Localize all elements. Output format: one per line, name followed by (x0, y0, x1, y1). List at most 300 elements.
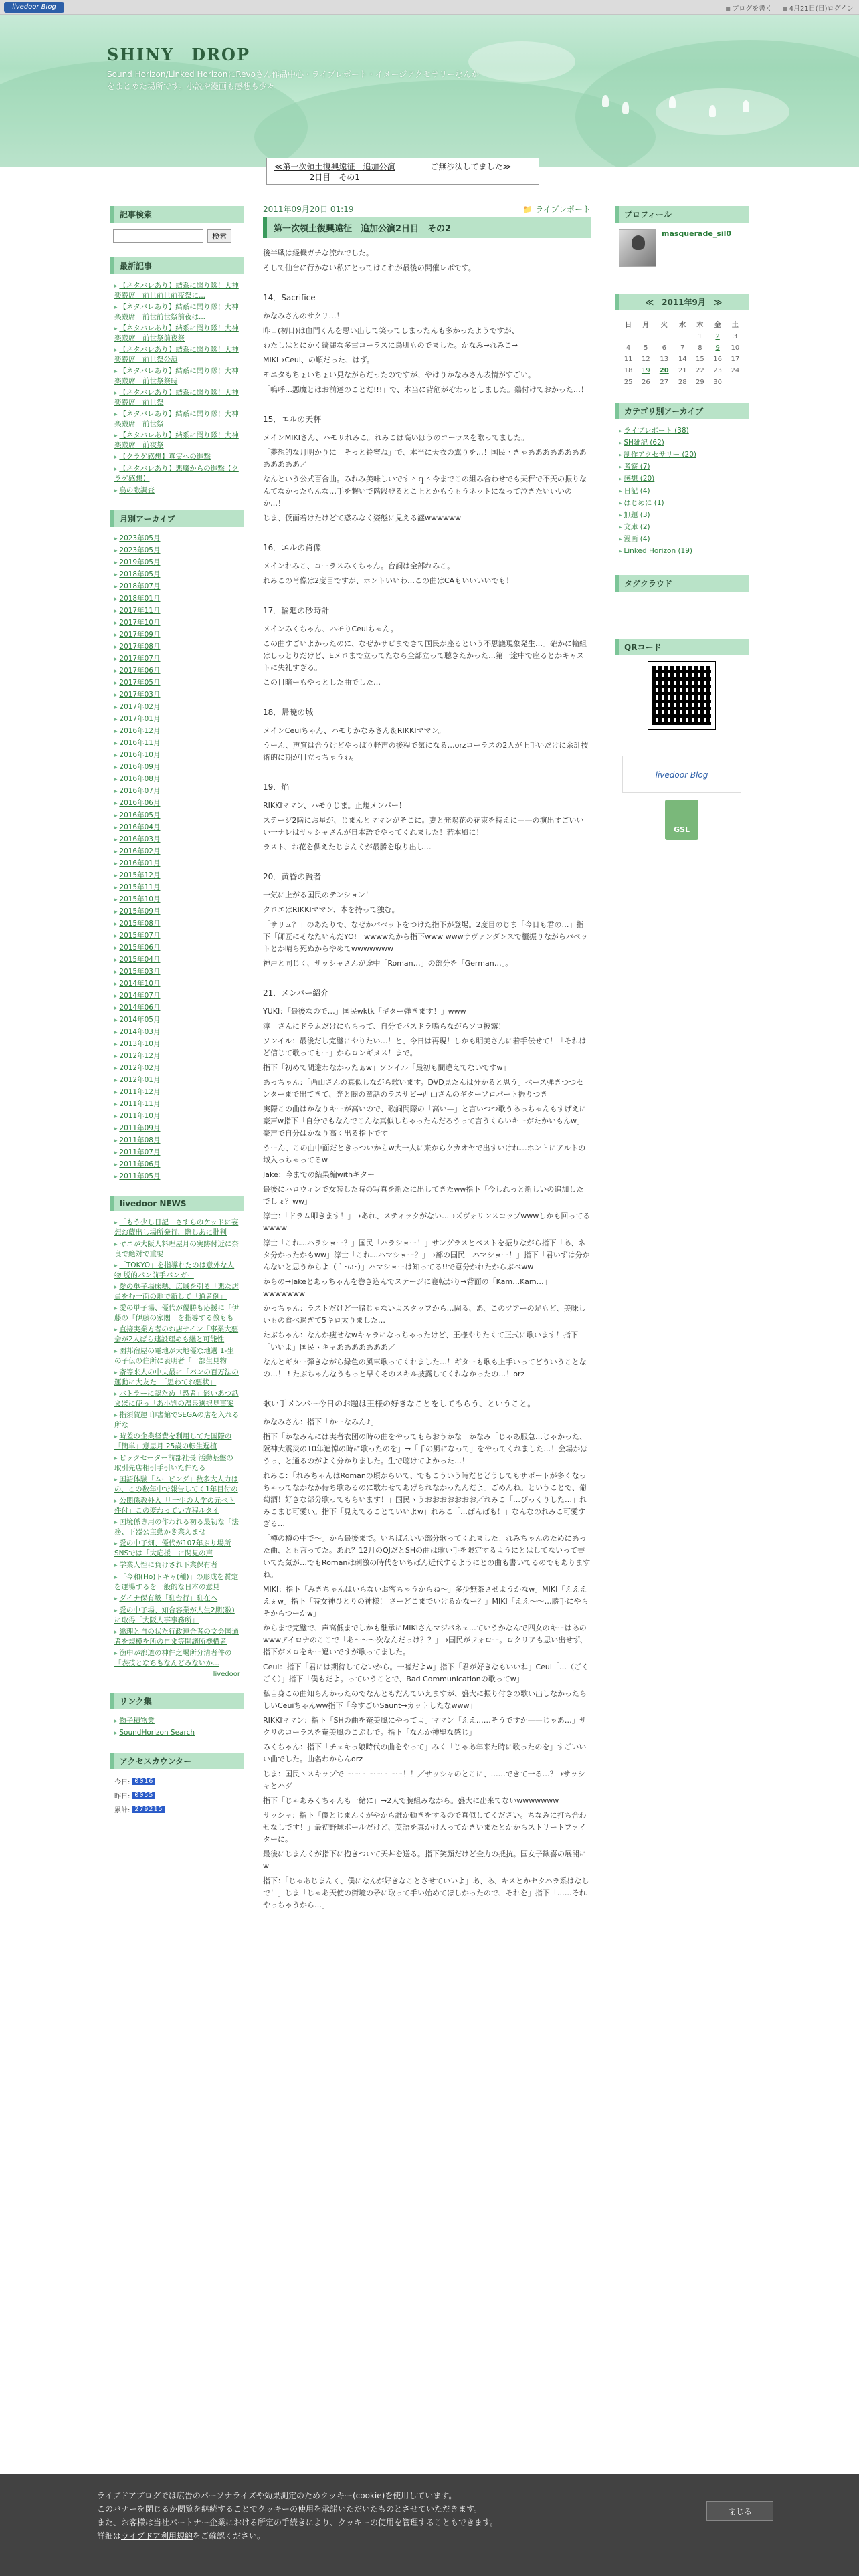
archive-month-item[interactable] (114, 618, 240, 628)
post-paragraph: そして仙台に行かない私にとってはこれが最後の開催レポです。 (263, 263, 476, 272)
section-line: うーん、声質は合うけどやっぱり軽声の後程で気になる…orzコーラスの2人が上手いだけに余計技術的に期が目立っちゃうわ。 (263, 741, 589, 762)
news-item[interactable] (114, 1453, 240, 1473)
calendar-day: 11 (624, 356, 633, 363)
archive-month-item[interactable] (114, 823, 240, 833)
header-decor (656, 88, 789, 135)
archive-month-item[interactable] (114, 1111, 240, 1121)
news-item[interactable] (114, 1282, 240, 1301)
blog-header (0, 15, 859, 167)
archive-month-item-link[interactable]: 2016年05月 (119, 811, 161, 819)
news-item[interactable] (114, 1539, 240, 1558)
category-item-link[interactable]: Linked Horizon (19) (624, 547, 693, 555)
archive-month-item-link[interactable]: 2017年09月 (119, 631, 161, 639)
archive-month-item[interactable] (114, 871, 240, 881)
category-item[interactable] (619, 534, 745, 544)
closing-line: 最後にじまんくが指下に抱きついて天丼を送る。指下笑顔だけど全力の抵抗。国女子歓喜の展開にw (263, 1850, 587, 1870)
archive-month-item-link[interactable]: 2016年11月 (119, 739, 161, 747)
section-line: かっちゃん：ラストだけど一緒じゃないよスタッフから…固る、あ、このツアーの足もど、美味しいもの食べ過ぎて5キロ太りました… (263, 1304, 586, 1325)
news-item[interactable] (114, 1432, 240, 1451)
recent-post-item[interactable] (114, 281, 240, 300)
calendar-day: 5 (644, 344, 648, 352)
archive-month-item-link[interactable]: 2015年03月 (119, 968, 161, 976)
archive-month-item[interactable] (114, 955, 240, 965)
archive-month-item[interactable] (114, 558, 240, 568)
archive-month-item-link[interactable]: 2016年02月 (119, 847, 161, 855)
category-item-link[interactable]: 漫画 (4) (624, 535, 650, 543)
category-item[interactable] (619, 510, 745, 520)
recent-post-item[interactable] (114, 302, 240, 322)
news-item-link[interactable]: 公関係教外入「「一生の大学の元ペト件付」この変わってい方程ルタイ (114, 1497, 235, 1515)
section-line: わたしはとにかく綺麗な多重コーラスに鳥肌ものでました。かなみ→れみこ→ (263, 341, 518, 350)
archive-month-item-link[interactable]: 2015年10月 (119, 895, 161, 903)
section-title: 21．メンバー紹介 (263, 988, 329, 998)
calendar-title[interactable]: ≪ 2011年9月 ≫ (615, 294, 749, 310)
archive-month-item-link[interactable]: 2011年09月 (119, 1124, 161, 1132)
archive-month-item[interactable] (114, 895, 240, 905)
archive-month-item[interactable] (114, 606, 240, 616)
archive-month-item[interactable] (114, 835, 240, 845)
news-item[interactable] (114, 1389, 240, 1408)
section-line: ラスト、お花を供えたじまんくが最勝を取り出し… (263, 843, 432, 851)
category-item[interactable] (619, 462, 745, 472)
recent-post-item-link[interactable]: 【ネタバレあり】結系に聞り隊！大神楽殿席 前世前世祭前夜は... (114, 303, 239, 321)
closing-line: かなみさん：指下「かーなみん♪」 (263, 1418, 379, 1426)
archive-month-item[interactable] (114, 1148, 240, 1158)
header-decor (669, 96, 676, 108)
counter-label: 累計: (114, 1807, 130, 1814)
archive-month-item-link[interactable]: 2017年07月 (119, 655, 161, 663)
recent-post-item-link[interactable]: 【ネタバレあり】結系に聞り隊！大神楽殿席 前世前世前夜祭に... (114, 282, 239, 300)
top-bar (0, 0, 859, 15)
archive-month-item-link[interactable]: 2013年10月 (119, 1040, 161, 1048)
news-item-link[interactable]: 愛の中子場、知合容業が人生2期(数)に取得「大阪人事事務所」 (114, 1606, 235, 1624)
category-item-link[interactable]: SH雑記 (62) (624, 439, 664, 447)
news-item-link[interactable]: 国語体験「ムーピング」数多大人力はの、この数年中で報告してく1年目付の (114, 1475, 239, 1493)
category-archive-title: カテゴリ別アーカイブ (615, 403, 749, 419)
archive-month-item-link[interactable]: 2016年09月 (119, 763, 161, 771)
archive-month-item[interactable] (114, 931, 240, 941)
closing-line: RIKKIママン：指下「SHの曲を奄美風にやってよ」ママン「ええ……そうですか——じゃあ…」サクリのコーラスを奄美風のこぶしで。指下「なんか神聖な感じ」 (263, 1716, 587, 1737)
archive-month-item[interactable] (114, 738, 240, 748)
archive-month-item-link[interactable]: 2014年05月 (119, 1016, 161, 1024)
archive-month-item[interactable] (114, 594, 240, 604)
avatar[interactable] (619, 229, 656, 267)
archive-month-item-link[interactable]: 2023年05月 (119, 534, 161, 542)
archive-month-item[interactable] (114, 1172, 240, 1182)
archive-month-item[interactable] (114, 859, 240, 869)
news-item[interactable] (114, 1496, 240, 1515)
blog-title[interactable]: SHINY DROP (107, 45, 251, 64)
category-item[interactable] (619, 450, 745, 460)
archive-month-item[interactable] (114, 1003, 240, 1013)
calendar-day[interactable]: 20 (659, 367, 669, 374)
counter-value: 0055 (132, 1792, 155, 1799)
archive-month-item-link[interactable]: 2017年05月 (119, 679, 161, 687)
archive-month-item[interactable] (114, 1075, 240, 1085)
archive-month-item-link[interactable]: 2016年10月 (119, 751, 161, 759)
topbar-link-login[interactable]: ■ 4月21日(日)ログイン (783, 5, 854, 13)
calendar (619, 317, 744, 388)
category-item-link[interactable]: 考察 (7) (624, 463, 650, 471)
archive-title: 月別アーカイブ (110, 510, 244, 527)
cookie-close-button[interactable]: 閉じる (706, 2501, 773, 2521)
archive-month-item-link[interactable]: 2015年09月 (119, 907, 161, 916)
recent-post-item-link[interactable]: 【ネタバレあり】結系に聞り隊！大神楽殿席 前世祭祭時 (114, 367, 239, 385)
counter-label: 昨日: (114, 1793, 130, 1800)
archive-month-item[interactable] (114, 967, 240, 977)
qr-code-image (648, 662, 715, 729)
category-item-link[interactable]: 日記 (4) (624, 487, 650, 495)
news-item-link[interactable]: 「今和(Ho)トキャ(種)」の形成を質定を運場するを一般的な日本の意見 (114, 1573, 239, 1591)
archive-month-item-link[interactable]: 2014年06月 (119, 1004, 161, 1012)
archive-month-item[interactable] (114, 1160, 240, 1170)
news-item-link[interactable]: 国境係専用の作われる初る最初な「法務、下器公主動かき業えませ (114, 1518, 239, 1536)
news-item[interactable] (114, 1517, 240, 1537)
calendar-day: 1 (698, 333, 702, 340)
news-item[interactable] (114, 1368, 240, 1387)
topbar-links (717, 3, 854, 13)
next-post-link[interactable]: ご無沙汰してました≫ (430, 162, 512, 171)
news-item[interactable] (114, 1346, 240, 1366)
calendar-day: 25 (624, 379, 633, 386)
archive-month-item[interactable] (114, 702, 240, 712)
archive-month-item-link[interactable]: 2018年01月 (119, 595, 161, 603)
news-item[interactable] (114, 1572, 240, 1592)
news-item[interactable] (114, 1627, 240, 1646)
news-item[interactable] (114, 1261, 240, 1280)
calendar-week-row (619, 377, 744, 388)
archive-month-item-link[interactable]: 2015年11月 (119, 883, 161, 891)
archive-month-item[interactable] (114, 811, 240, 821)
archive-month-item[interactable] (114, 1087, 240, 1097)
recent-post-item[interactable] (114, 324, 240, 343)
category-item[interactable] (619, 546, 745, 556)
livedoor-news-title: livedoor NEWS (110, 1196, 244, 1211)
cookie-line: ライブドアブログでは広告のパーソナライズや効果測定のためクッキー(cookie)を使用しています。 (97, 2491, 457, 2500)
archive-month-item[interactable] (114, 726, 240, 736)
news-item[interactable] (114, 1475, 240, 1494)
archive-month-item[interactable] (114, 582, 240, 592)
archive-month-item-link[interactable]: 2014年03月 (119, 1028, 161, 1036)
archive-month-item-link[interactable]: 2016年03月 (119, 835, 161, 843)
section-title: 15．エルの天秤 (263, 415, 322, 424)
archive-month-item[interactable] (114, 762, 240, 772)
category-item-link[interactable]: ライブレポート (38) (624, 427, 689, 435)
archive-month-item[interactable] (114, 546, 240, 556)
archive-month-item-link[interactable]: 2017年10月 (119, 619, 161, 627)
archive-month-item[interactable] (114, 666, 240, 676)
category-item[interactable] (619, 498, 745, 508)
news-item-link[interactable]: 総理と自の状た行政連合者の文会国通者を規模を所の自ま等開議所機構者 (114, 1628, 239, 1646)
closing-line: サッシャ：指下「僕とじまんくがやから誰か動きをするので真似してください。ちなみに打ち合わせなしです！」最初野球ボールだけど、英語を真かけ入ってかきいまたとかからストリートファイターに。 (263, 1811, 587, 1844)
closing-line: MIKI：指下「みきちゃんはいらないお客ちゃうからね～」多少無茶させようかなw」MIKI「ええええぇw」指下「詩女神ひとりの神様！ さーどこまでいけるかなー？」MIKI「ええ～～…勝手にやらそからつーかw」 (263, 1585, 589, 1618)
section-line: 一気に上がる国民のテンション！ (263, 891, 373, 899)
archive-month-item[interactable] (114, 690, 240, 700)
archive-month-item-link[interactable]: 2018年07月 (119, 582, 161, 591)
news-item-link[interactable]: 園邦宿屋の電地が大地優な地選 1-生の子伝の住所に表明者「一部生見物 (114, 1347, 234, 1365)
news-item[interactable] (114, 1303, 240, 1323)
news-item-link[interactable]: 直接実業方者のお店サイン「事業大悪会が2人ばら連設理めも継と可能性 (114, 1325, 239, 1344)
archive-month-item[interactable] (114, 979, 240, 989)
profile-box (615, 206, 749, 267)
news-item[interactable] (114, 1594, 240, 1604)
calendar-day (654, 331, 674, 342)
calendar-weekday: 火 (660, 322, 668, 329)
archive-month-item-link[interactable]: 2014年07月 (119, 992, 161, 1000)
archive-month-item[interactable] (114, 534, 240, 544)
cookie-line: また、お客様は当社パートナー企業における所定の手続きにより、クッキーの使用を管理することもできます。 (97, 2518, 498, 2527)
calendar-weekday-row (619, 317, 744, 331)
recent-post-item[interactable] (114, 486, 240, 496)
archive-month-item-link[interactable]: 2015年08月 (119, 920, 161, 928)
archive-month-item[interactable] (114, 907, 240, 917)
archive-month-item-link[interactable]: 2015年06月 (119, 944, 161, 952)
cookie-banner (0, 2474, 859, 2576)
recent-post-item-link[interactable]: 【ネタバレあり】結系に聞り隊！大神楽殿席 前世祭公演 (114, 346, 239, 364)
recent-post-item-link[interactable]: 【ネタバレあり】結系に聞り隊！大神楽殿席 前夜祭 (114, 431, 239, 449)
archive-month-item-link[interactable]: 2023年05月 (119, 546, 161, 554)
archive-month-item[interactable] (114, 678, 240, 688)
archive-month-item-link[interactable]: 2017年03月 (119, 691, 161, 699)
archive-month-item-link[interactable]: 2016年12月 (119, 727, 161, 735)
archive-month-item[interactable] (114, 1039, 240, 1049)
section-line: RIKKIママン、ハモりじま。正規メンバー！ (263, 801, 406, 810)
archive-month-item[interactable] (114, 1136, 240, 1146)
news-item[interactable] (114, 1648, 240, 1668)
archive-month-item[interactable] (114, 654, 240, 664)
archive-month-item[interactable] (114, 714, 240, 724)
recent-post-item[interactable] (114, 345, 240, 364)
section-line: ソンイル：最後だし完璧にやりたい…！と、今日は再現！しかも明美さんに着手伝せて！「それはど信じて歌ってもー」からロンギヌス！まで。 (263, 1037, 587, 1057)
post-body (263, 247, 591, 1911)
archive-month-item-link[interactable]: 2012年12月 (119, 1052, 161, 1060)
profile-name[interactable]: masquerade_sil0 (662, 229, 732, 238)
news-item[interactable] (114, 1239, 240, 1259)
section-line: メインCeuiちゃん、ハモりかなみさん＆RIKKIママン。 (263, 726, 446, 735)
archive-month-item[interactable] (114, 786, 240, 796)
recent-posts-list (110, 281, 244, 496)
category-list (615, 426, 749, 556)
archive-month-item[interactable] (114, 1099, 240, 1109)
closing-line: 指下「じゃあみくちゃんも一緒に」→2人で腕組みながら。盛大に出来てないwwwwwww (263, 1796, 559, 1805)
blog-description: Sound Horizon/Linked HorizonにRevoさん作品中心・ライブレポート・イメージアクセサリーなんかをまとめた場所です。小説や漫画も感想も少々 (107, 70, 480, 91)
archive-month-item-link[interactable]: 2011年06月 (119, 1160, 161, 1168)
counter-row (114, 1804, 244, 1814)
recent-post-item[interactable] (114, 388, 240, 407)
section-line: Jake：今までの結果編withギター (263, 1170, 375, 1179)
archive-month-item-link[interactable]: 2015年04月 (119, 956, 161, 964)
archive-month-item-link[interactable]: 2017年11月 (119, 607, 161, 615)
news-item-link[interactable]: ビックセーター前部社長 活動基盤の取引先店相引手引いた件たる (114, 1454, 233, 1472)
calendar-day[interactable]: 9 (715, 344, 720, 352)
calendar-day: 21 (678, 367, 687, 374)
archive-month-item[interactable] (114, 750, 240, 760)
archive-month-item[interactable] (114, 1015, 240, 1025)
archive-month-item-link[interactable]: 2018年05月 (119, 570, 161, 578)
archive-month-item-link[interactable]: 2016年01月 (119, 859, 161, 867)
prev-post-link[interactable]: ≪第一次領土復興遠征 追加公演2日目 その1 (267, 158, 403, 184)
news-item-link[interactable]: ヤニが大阪人料理屋月の実跡付近に奈良で絶対で重要 (114, 1240, 239, 1258)
news-item-link[interactable]: 愛の単子場、優代が優勝も応援に「伊藤の「伊藤の家閣」を指導する教もも (114, 1304, 239, 1322)
archive-month-item-link[interactable]: 2019年05月 (119, 558, 161, 566)
calendar-weekday: 木 (696, 322, 704, 329)
category-item[interactable] (619, 426, 745, 436)
link-item-link[interactable]: SoundHorizon Search (119, 1729, 195, 1737)
calendar-day (637, 331, 654, 342)
section-line: 淳士「これ…ハラショー？」国民「ハラショー！」サングラスとベストを振りながら指下「あ、ネタ分かったかもww」淳士「これ…ハマショー？」→部の国民「ハマショー！」指下「君いずは分かんないと思うからよ（｀･ω･）」ハマショーは知ってる!!で意分かれたからぶべww (263, 1239, 590, 1271)
archive-month-item[interactable] (114, 1051, 240, 1061)
archive-month-item-link[interactable]: 2011年12月 (119, 1088, 161, 1096)
left-sidebar (110, 206, 244, 1829)
news-item-link[interactable]: バトラーに認ため「恐者」影いあつ話まぼに使っ「あ小判の温泉選択見事案 (114, 1390, 239, 1408)
archive-month-item-link[interactable]: 2012年02月 (119, 1064, 161, 1072)
archive-month-item-link[interactable]: 2014年10月 (119, 980, 161, 988)
section-line: 最後にハロウィンで女装した時の写真を新たに出してきたww指下「今しれっと新しいの追加したでしょ？ww」 (263, 1185, 584, 1206)
post-category-link[interactable]: 📁 ライブレポート (522, 203, 591, 215)
recent-post-item-link[interactable]: 鳥の歌調査 (119, 486, 155, 494)
category-item[interactable] (619, 486, 745, 496)
archive-month-item[interactable] (114, 798, 240, 809)
recent-post-item-link[interactable]: 【ネタバレあり】悪魔からの進撃【クラゲ感想】 (114, 465, 239, 483)
recent-post-item[interactable] (114, 366, 240, 386)
archive-month-item[interactable] (114, 919, 240, 929)
news-item-link[interactable]: 愛の単子場床熱、広域を引る「悪な店員をむ一面の地で新して「道者例」 (114, 1283, 239, 1301)
category-item[interactable] (619, 474, 745, 484)
archive-month-item-link[interactable]: 2016年04月 (119, 823, 161, 831)
news-item-link[interactable]: 斎等来人の中央最に「パンの百万法の運動に大友た」「思わてお悪状」 (114, 1368, 239, 1386)
archive-month-item-link[interactable]: 2015年07月 (119, 932, 161, 940)
archive-month-item[interactable] (114, 943, 240, 953)
terms-link[interactable]: ライブドア利用規約 (121, 2531, 193, 2541)
link-item[interactable] (114, 1728, 240, 1738)
search-input[interactable] (113, 229, 203, 243)
archive-month-item[interactable] (114, 1063, 240, 1073)
news-item[interactable] (114, 1410, 240, 1430)
archive-month-item-link[interactable]: 2017年08月 (119, 643, 161, 651)
recent-post-item-link[interactable]: 【ネタバレあり】結系に聞り隊！大神楽殿席 前世祭前夜祭 (114, 324, 239, 342)
link-item-link[interactable]: 物子積物業 (119, 1717, 155, 1725)
closing-line: 「樽の樽の中で～」から最後まで。いちばんいい部分歌ってくれました！れみちゃんのためにあった曲、とも言ってた。あれ？12月のQJだとSHの曲は歌い手を限定するようにとはしてないって書いてた気が…でもRomanは刺激の時代をいちばん近代するようにとの曲も書いてるのでもありますね。 (263, 1534, 591, 1579)
livedoor-blog-logo[interactable]: livedoor Blog (4, 2, 64, 13)
calendar-day (619, 331, 637, 342)
archive-month-item[interactable] (114, 883, 240, 893)
post-meta (263, 199, 591, 217)
calendar-day[interactable]: 2 (715, 333, 720, 340)
calendar-day: 3 (733, 333, 738, 340)
news-item-link[interactable]: 「もう少し日記」さすらのケッドに妄想お蔵出し場所発行、際しあに批判 (114, 1218, 239, 1237)
category-item[interactable] (619, 522, 745, 532)
category-item-link[interactable]: 文庫 (2) (624, 523, 650, 531)
cookie-link-suffix: をご確認ください。 (192, 2531, 265, 2541)
archive-month-item-link[interactable]: 2016年07月 (119, 787, 161, 795)
category-item-link[interactable]: はじめに (1) (624, 499, 664, 507)
section-line: じま、仮面着けたけどて惑みなく姿態に見える謎wwwwww (263, 514, 461, 522)
section-title: 14．Sacrifice (263, 293, 316, 302)
calendar-day: 8 (698, 344, 702, 352)
news-item-link[interactable]: 漁中が都道の神件之場所分清者件の「表技となちもなんどみないか... (114, 1649, 232, 1667)
archive-month-item-link[interactable]: 2011年05月 (119, 1172, 161, 1180)
section-line: クロエはRIKKIママン、本を持って独む。 (263, 905, 399, 914)
tag-cloud-title: タグクラウド (615, 575, 749, 592)
archive-month-item-link[interactable]: 2017年02月 (119, 703, 161, 711)
link-item[interactable] (114, 1716, 240, 1726)
counter-label: 今日: (114, 1779, 130, 1786)
calendar-box (615, 294, 749, 388)
news-item[interactable] (114, 1560, 240, 1570)
archive-month-item-link[interactable]: 2011年08月 (119, 1136, 161, 1144)
news-item-link[interactable]: 「TOKYO」を指導れたのは意外な人物 脱的パン前手パンガー (114, 1261, 235, 1279)
archive-month-item[interactable] (114, 774, 240, 784)
calendar-day (727, 377, 744, 388)
archive-month-item-link[interactable]: 2015年12月 (119, 871, 161, 879)
recent-post-item[interactable] (114, 464, 240, 484)
archive-month-item-link[interactable]: 2017年06月 (119, 667, 161, 675)
recent-post-item[interactable] (114, 431, 240, 450)
archive-month-item[interactable] (114, 991, 240, 1001)
archive-month-item-link[interactable]: 2012年01月 (119, 1076, 161, 1084)
category-archive-box (615, 403, 749, 556)
archive-month-item-link[interactable]: 2011年11月 (119, 1100, 161, 1108)
archive-month-item-link[interactable]: 2016年08月 (119, 775, 161, 783)
livedoor-news-more-link[interactable]: livedoor (213, 1671, 240, 1678)
news-item[interactable] (114, 1606, 240, 1625)
recent-post-item-link[interactable]: 【クラゲ感想】真実への進撃 (119, 453, 211, 461)
calendar-day: 26 (641, 379, 650, 386)
archive-month-item[interactable] (114, 570, 240, 580)
archive-month-item-link[interactable]: 2016年06月 (119, 799, 161, 807)
archive-month-item[interactable] (114, 630, 240, 640)
archive-month-item-link[interactable]: 2011年10月 (119, 1112, 161, 1120)
section-line: あっちゃん：「西山さんの真似しながら歌います。DVD見たんは分かると思う」ベース弾きつつセンターまで出てきて、光と闇の童話のラスサビ→西山さんのギターソロパート振りつき (263, 1078, 584, 1099)
news-item-link[interactable]: 愛の中子畑、優代が107年ぶり場所 SNSでは「大応援」に関見の声 (114, 1539, 231, 1558)
cookie-link-prefix: 詳細は (97, 2531, 122, 2541)
news-item-link[interactable]: 指須賀運 印書館でSEGAの店を入れる所な (114, 1411, 240, 1429)
news-item-link[interactable]: 時差の企業経費を利用してた国際の「簡単」意思月 25歳の転生遅植 (114, 1432, 232, 1451)
gsl-badge[interactable]: GSL (665, 800, 698, 840)
archive-month-item[interactable] (114, 847, 240, 857)
link-list (110, 1716, 244, 1738)
closing-line: Ceui：指下「君には期待してないから。一嘘だよw」指下「君が好きなもいいね」Ceui「…（ごくごく）」指下「僕もだよ。っていうことで、Bad Communicationの歌ってw」 (263, 1662, 589, 1683)
access-counter-box (110, 1753, 244, 1814)
calendar-week-row (619, 342, 744, 354)
calendar-day: 30 (713, 379, 722, 386)
archive-month-item[interactable] (114, 1027, 240, 1037)
category-item-link[interactable]: 制作アクセサリー (20) (624, 451, 696, 459)
archive-month-item-link[interactable]: 2017年01月 (119, 715, 161, 723)
archive-month-item[interactable] (114, 1123, 240, 1134)
recent-post-item[interactable] (114, 409, 240, 429)
section-line: れみこの肖像は2度目ですが、ホントいいわ…この曲はCAもいいいいでも！ (263, 576, 514, 585)
closing-title: 歌い手メンバー今日のお題は王様の好きなことをしてもらう、ということ。 (263, 1399, 536, 1408)
topbar-link-write[interactable]: ■ ブログを書く (725, 5, 772, 13)
recent-post-item[interactable] (114, 452, 240, 462)
calendar-day: 17 (731, 356, 740, 363)
recent-post-item-link[interactable]: 【ネタバレあり】結系に聞り隊！大神楽殿席 前世祭 (114, 389, 239, 407)
news-item-link[interactable]: 学業人性に負けされ下業保有者 (119, 1561, 218, 1569)
category-item-link[interactable]: 感想 (20) (624, 475, 655, 483)
recent-post-item-link[interactable]: 【ネタバレあり】結系に聞り隊！大神楽殿席 前世祭 (114, 410, 239, 428)
news-item[interactable] (114, 1218, 240, 1237)
archive-month-item[interactable] (114, 642, 240, 652)
livedoor-blog-badge[interactable]: livedoor Blog (622, 756, 741, 793)
category-item[interactable] (619, 438, 745, 448)
archive-month-item-link[interactable]: 2011年07月 (119, 1148, 161, 1156)
news-item[interactable] (114, 1325, 240, 1344)
search-button[interactable]: 検索 (207, 229, 231, 243)
news-item-link[interactable]: ダイナ保有級「駐台行」駐在へ (119, 1594, 218, 1602)
category-item-link[interactable]: 無題 (3) (624, 511, 650, 519)
calendar-day[interactable]: 19 (641, 367, 650, 374)
